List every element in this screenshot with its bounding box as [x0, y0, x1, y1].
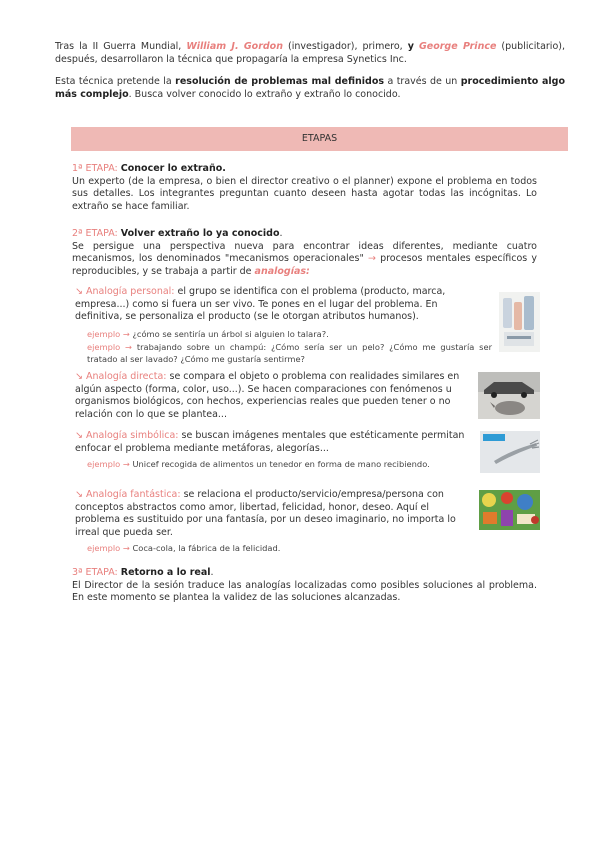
- conjunction: y: [407, 41, 414, 52]
- etapa-2-text: Se persigue una perspectiva nueva para encontrar ideas diferentes, mediante cuatro mecanismos, los denominados "mecanismos operacionales": [72, 240, 537, 264]
- car-rhino-icon: [478, 372, 540, 419]
- etapa-3-text: El Director de la sesión traduce las analogías localizadas como posibles soluciones al problema. En este momento se plantea la validez de las soluciones alcanzadas.: [72, 579, 537, 603]
- etapa-3-title: Retorno a lo real: [120, 567, 211, 578]
- etapa-1-title: Conocer lo extraño.: [120, 163, 226, 174]
- analogia-simbolica-text: se buscan imágenes mentales que estéticamente permitan enfocar el problema mediante metáforas, alegorías...: [75, 430, 465, 454]
- analogia-fantastica-text: se relaciona el producto/servicio/empresa/persona con conceptos abstractos como amor, libertad, felicidad, honor, deseo. Aquí el problema es sustituido por una fantasía, por un deseo imaginario, no importa lo irreal que pueda ser.: [75, 489, 456, 538]
- analogia-personal-text: el grupo se identifica con el problema (producto, marca, empresa...) como si fuera un ser vivo. Te pones en el lugar del problema. En definitiva, se personaliza el producto (se le otorgan atributos humanos).: [75, 286, 446, 322]
- etapa-1-text: Un experto (de la empresa, o bien el director creativo o el planner) expone el problema en todos sus detalles. Los integrantes preguntan cuanto deseen hasta agotar todas las incógnitas. Lo extraño se hace familiar.: [72, 175, 537, 212]
- direct-analogy-image: [478, 372, 540, 419]
- etapa-2-text: procesos mentales específicos y reproducibles, y se trabaja a partir de: [72, 253, 538, 277]
- happiness-factory-icon: [479, 490, 540, 530]
- analogia-fantastica: [75, 489, 470, 539]
- author-gordon: William J. Gordon: [186, 41, 283, 52]
- fantastic-analogy-image: [479, 490, 540, 530]
- analogia-simbolica: [75, 430, 475, 455]
- author-prince: George Prince: [418, 41, 497, 52]
- analogia-fantastica-head: ↘ Analogía fantástica:: [75, 489, 181, 500]
- etapa-2: [72, 228, 537, 278]
- example-text: ¿cómo se sentiría un árbol si alguien lo talara?.: [129, 329, 329, 339]
- analogia-personal: [75, 286, 482, 324]
- bold-phrase: resolución de problemas mal definidos: [175, 76, 385, 87]
- etapa-2-label: 2ª ETAPA:: [72, 228, 118, 239]
- intro-text: Tras la II Guerra Mundial,: [55, 41, 187, 52]
- example-label: ejemplo →: [87, 543, 130, 553]
- analogia-directa-head: ↘ Analogía directa:: [75, 371, 167, 382]
- arrow-glyph: →: [367, 253, 376, 264]
- etapas-header-band: [71, 127, 568, 151]
- symbolic-analogy-image: [480, 431, 540, 473]
- intro-text: . Busca volver conocido lo extraño y extraño lo conocido.: [128, 88, 401, 100]
- example-text: Coca-cola, la fábrica de la felicidad.: [129, 543, 281, 553]
- etapa-1-label: 1ª ETAPA:: [72, 163, 118, 174]
- analogia-directa-text: se compara el objeto o problema con realidades similares en algún aspecto (forma, color, uso...). Se hacen comparaciones con fenómenos u organismos biológicos, con hechos, experiencias reales que pueden tener o no relación con lo que se plantea...: [75, 371, 460, 420]
- example-personal-1: [87, 329, 487, 341]
- example-text: Unicef recogida de alimentos un tenedor en forma de mano recibiendo.: [129, 459, 430, 469]
- shampoo-bottles-icon: [499, 292, 540, 352]
- etapa-3-label: 3ª ETAPA:: [72, 567, 118, 578]
- example-personal-2: [87, 342, 492, 365]
- etapa-3: [72, 567, 537, 605]
- analogia-personal-head: ↘ Analogía personal:: [75, 286, 175, 297]
- punctuation: .: [210, 567, 214, 578]
- intro-text: a través de un: [384, 76, 461, 87]
- intro-paragraph-2: [55, 76, 565, 101]
- etapas-title: ETAPAS: [301, 133, 338, 144]
- fork-hand-icon: [480, 431, 540, 473]
- etapa-1: [72, 163, 537, 213]
- analogia-simbolica-head: ↘ Analogía simbólica:: [75, 430, 179, 441]
- example-label: ejemplo →: [87, 329, 130, 339]
- etapa-2-title: Volver extraño lo ya conocido: [120, 228, 280, 239]
- example-simbolica: [87, 459, 472, 471]
- analogia-directa: [75, 371, 470, 421]
- bold-phrase: procedimiento algo más complejo: [55, 76, 566, 100]
- example-fantastica: [87, 543, 447, 555]
- example-label: ejemplo →: [87, 342, 133, 352]
- intro-paragraph-1: [55, 41, 565, 66]
- intro-text: (investigador), primero,: [282, 41, 408, 52]
- analogias-term: analogías:: [254, 265, 310, 277]
- intro-text: Esta técnica pretende la: [55, 76, 176, 87]
- example-text: trabajando sobre un champú: ¿Cómo sería ser un pelo? ¿Cómo me gustaría ser tratado al ser lavado? ¿Cómo me gustaría sentirme?: [87, 342, 493, 364]
- example-label: ejemplo →: [87, 459, 130, 469]
- personal-analogy-image: [499, 292, 540, 352]
- punctuation: .: [279, 228, 283, 239]
- intro-text: (publicitario), después, desarrollaron la técnica que propagaría la empresa Synetics Inc.: [55, 41, 565, 65]
